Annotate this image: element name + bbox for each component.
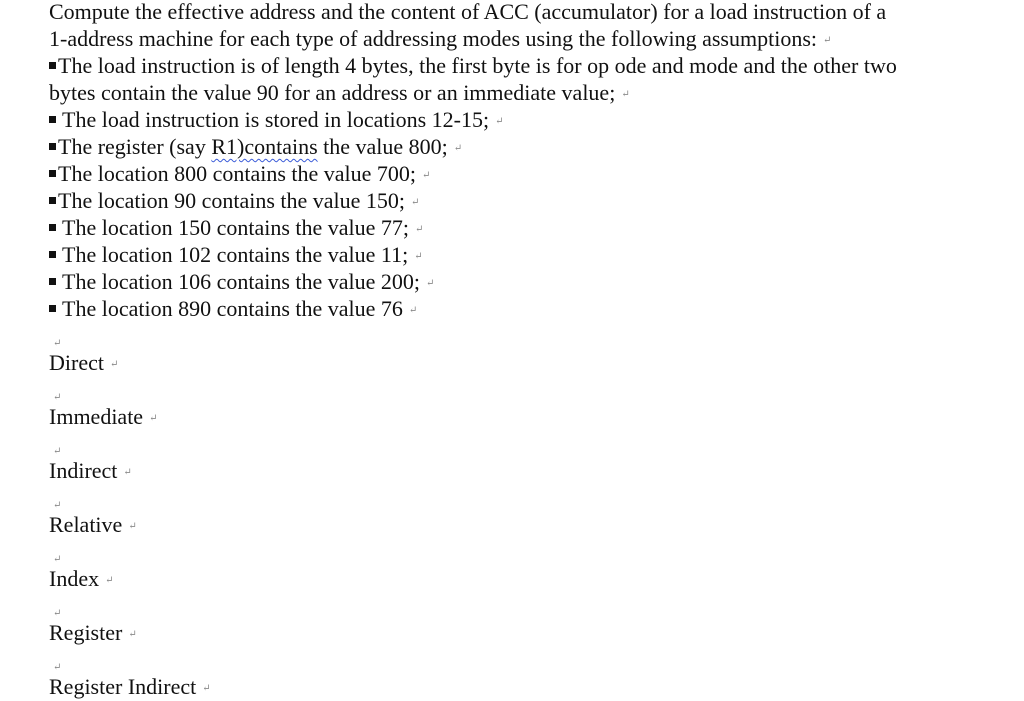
paragraph-mark-icon: ↵ [53, 661, 62, 673]
paragraph-mark-icon: ↵ [53, 445, 62, 457]
assumption-location-102 [49, 241, 1009, 268]
paragraph-mark-icon: ↵ [123, 466, 132, 478]
empty-paragraph [49, 646, 1009, 673]
assumption-text: The register (say [58, 134, 212, 159]
assumption-location-150 [49, 214, 1009, 241]
question-intro-line-2 [49, 25, 1009, 52]
paragraph-mark-icon: ↵ [414, 250, 423, 262]
mode-direct [49, 349, 1009, 376]
paragraph-mark-icon: ↵ [415, 223, 424, 235]
paragraph-mark-icon: ↵ [53, 553, 62, 565]
paragraph-mark-icon: ↵ [202, 682, 211, 694]
paragraph-mark-icon: ↵ [411, 196, 420, 208]
paragraph-mark-icon: ↵ [823, 34, 832, 46]
mode-label: Index [49, 566, 100, 591]
question-intro-text-2: 1-address machine for each type of addressing modes using the following assumptions: [49, 26, 818, 51]
empty-paragraph [49, 484, 1009, 511]
empty-paragraph [49, 538, 1009, 565]
paragraph-mark-icon: ↵ [109, 358, 119, 370]
assumption-text: The location 90 contains the value 150; [58, 188, 406, 213]
bullet-icon [49, 143, 56, 150]
bullet-icon [49, 197, 56, 204]
bullet-icon [49, 278, 56, 285]
assumption-location-890 [49, 295, 1009, 322]
mode-register [49, 619, 1009, 646]
assumption-text: The location 102 contains the value 11; [62, 242, 409, 267]
assumption-text: bytes contain the value 90 for an address or an immediate value; [49, 80, 616, 105]
document-body[interactable] [49, 0, 1009, 700]
assumption-text: The location 106 contains the value 200; [62, 269, 421, 294]
mode-indirect [49, 457, 1009, 484]
empty-paragraph [49, 376, 1009, 403]
mode-immediate [49, 403, 1009, 430]
assumption-text: The load instruction is stored in locations 12-15; [62, 107, 490, 132]
paragraph-mark-icon: ↵ [408, 304, 418, 316]
bullet-icon [49, 251, 56, 258]
empty-paragraph [49, 322, 1009, 349]
mode-label: Indirect [49, 458, 118, 483]
assumption-register-value [49, 133, 1009, 160]
empty-paragraph [49, 592, 1009, 619]
assumption-instruction-length [49, 52, 1009, 79]
paragraph-mark-icon: ↵ [53, 607, 62, 619]
paragraph-mark-icon: ↵ [149, 412, 158, 424]
empty-paragraph [49, 430, 1009, 457]
bullet-icon [49, 305, 56, 312]
bullet-icon [49, 224, 56, 231]
paragraph-mark-icon: ↵ [53, 499, 62, 511]
bullet-icon [49, 62, 56, 69]
bullet-icon [49, 170, 56, 177]
paragraph-mark-icon: ↵ [128, 520, 137, 532]
paragraph-mark-icon: ↵ [128, 628, 137, 640]
mode-label: Register Indirect [49, 674, 197, 699]
paragraph-mark-icon: ↵ [621, 88, 630, 100]
assumption-location-106 [49, 268, 1009, 295]
paragraph-mark-icon: ↵ [53, 391, 62, 403]
assumption-text: The location 150 contains the value 77; [62, 215, 410, 240]
question-intro-line-1 [49, 0, 1009, 25]
mode-label: Immediate [49, 404, 144, 429]
paragraph-mark-icon: ↵ [105, 574, 114, 586]
assumption-location-90 [49, 187, 1009, 214]
paragraph-mark-icon: ↵ [53, 337, 62, 349]
assumption-text: The location 890 contains the value 76 [62, 296, 403, 321]
mode-label: Relative [49, 512, 123, 537]
mode-index [49, 565, 1009, 592]
mode-relative [49, 511, 1009, 538]
assumption-location-800 [49, 160, 1009, 187]
assumption-text: The load instruction is of length 4 bytes, the first byte is for op ode and mode and the other two [58, 53, 897, 78]
mode-register-indirect [49, 673, 1009, 700]
bullet-icon [49, 116, 56, 123]
spellcheck-flagged-word[interactable]: R1)contains [211, 134, 318, 159]
mode-label: Direct [49, 350, 104, 375]
mode-label: Register [49, 620, 123, 645]
paragraph-mark-icon: ↵ [426, 277, 435, 289]
assumption-stored-locations [49, 106, 1009, 133]
question-intro-text-1: Compute the effective address and the content of ACC (accumulator) for a load instruction of a [49, 0, 887, 24]
assumption-instruction-length-cont [49, 79, 1009, 106]
assumption-text: The location 800 contains the value 700; [58, 161, 417, 186]
paragraph-mark-icon: ↵ [422, 169, 431, 181]
assumption-text: the value 800; [317, 134, 448, 159]
paragraph-mark-icon: ↵ [495, 115, 504, 127]
paragraph-mark-icon: ↵ [453, 142, 463, 154]
